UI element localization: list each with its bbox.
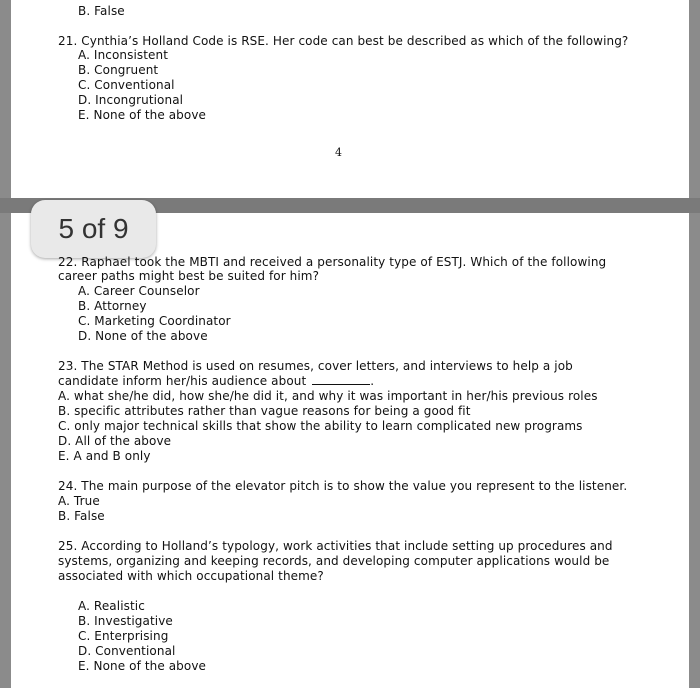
q25-option-e: E. None of the above bbox=[78, 659, 207, 673]
page-indicator-badge: 5 of 9 bbox=[31, 200, 156, 258]
prev-question-option: B. False bbox=[78, 4, 125, 18]
page-number: 4 bbox=[335, 146, 342, 159]
left-margin bbox=[0, 0, 11, 688]
q22-option-d: D. None of the above bbox=[78, 329, 208, 343]
right-margin bbox=[689, 0, 700, 688]
q25-text-line1: 25. According to Holland’s typology, work activities that include setting up procedures and bbox=[58, 539, 613, 553]
answer-blank bbox=[312, 374, 370, 385]
q23-text-line1: 23. The STAR Method is used on resumes, cover letters, and interviews to help a job bbox=[58, 359, 573, 373]
q22-option-a: A. Career Counselor bbox=[78, 284, 200, 298]
q23-option-a: A. what she/he did, how she/he did it, and why it was important in her/his previous roles bbox=[58, 389, 598, 403]
q23-option-e: E. A and B only bbox=[58, 449, 151, 463]
q21-option-b: B. Congruent bbox=[78, 63, 159, 77]
q24-option-a: A. True bbox=[58, 494, 100, 508]
q23-text-line2 bbox=[58, 374, 374, 389]
q22-option-b: B. Attorney bbox=[78, 299, 147, 313]
q21-option-d: D. Incongrutional bbox=[78, 93, 184, 107]
q21-option-c: C. Conventional bbox=[78, 78, 175, 92]
q21-option-e: E. None of the above bbox=[78, 108, 207, 122]
q25-text-line3: associated with which occupational theme? bbox=[58, 569, 324, 583]
q23-option-c: C. only major technical skills that show the ability to learn complicated new programs bbox=[58, 419, 583, 433]
q23-option-d: D. All of the above bbox=[58, 434, 172, 448]
q21-text: 21. Cynthia’s Holland Code is RSE. Her code can best be described as which of the following? bbox=[58, 34, 629, 48]
q22-option-c: C. Marketing Coordinator bbox=[78, 314, 231, 328]
q22-text-line1: 22. Raphael took the MBTI and received a personality type of ESTJ. Which of the following bbox=[58, 255, 607, 269]
q22-text-line2: career paths might best be suited for him? bbox=[58, 269, 320, 283]
q23-text-line2-body: candidate inform her/his audience about bbox=[58, 374, 307, 388]
q23-option-b: B. specific attributes rather than vague reasons for being a good fit bbox=[58, 404, 471, 418]
q24-option-b: B. False bbox=[58, 509, 105, 523]
q23-text-end: . bbox=[370, 374, 375, 388]
q25-text-line2: systems, organizing and keeping records, and developing computer applications would be bbox=[58, 554, 610, 568]
q25-option-c: C. Enterprising bbox=[78, 629, 169, 643]
q21-option-a: A. Inconsistent bbox=[78, 48, 169, 62]
q24-text: 24. The main purpose of the elevator pitch is to show the value you represent to the listener. bbox=[58, 479, 628, 493]
q25-option-a: A. Realistic bbox=[78, 599, 145, 613]
q25-option-b: B. Investigative bbox=[78, 614, 173, 628]
q25-option-d: D. Conventional bbox=[78, 644, 176, 658]
